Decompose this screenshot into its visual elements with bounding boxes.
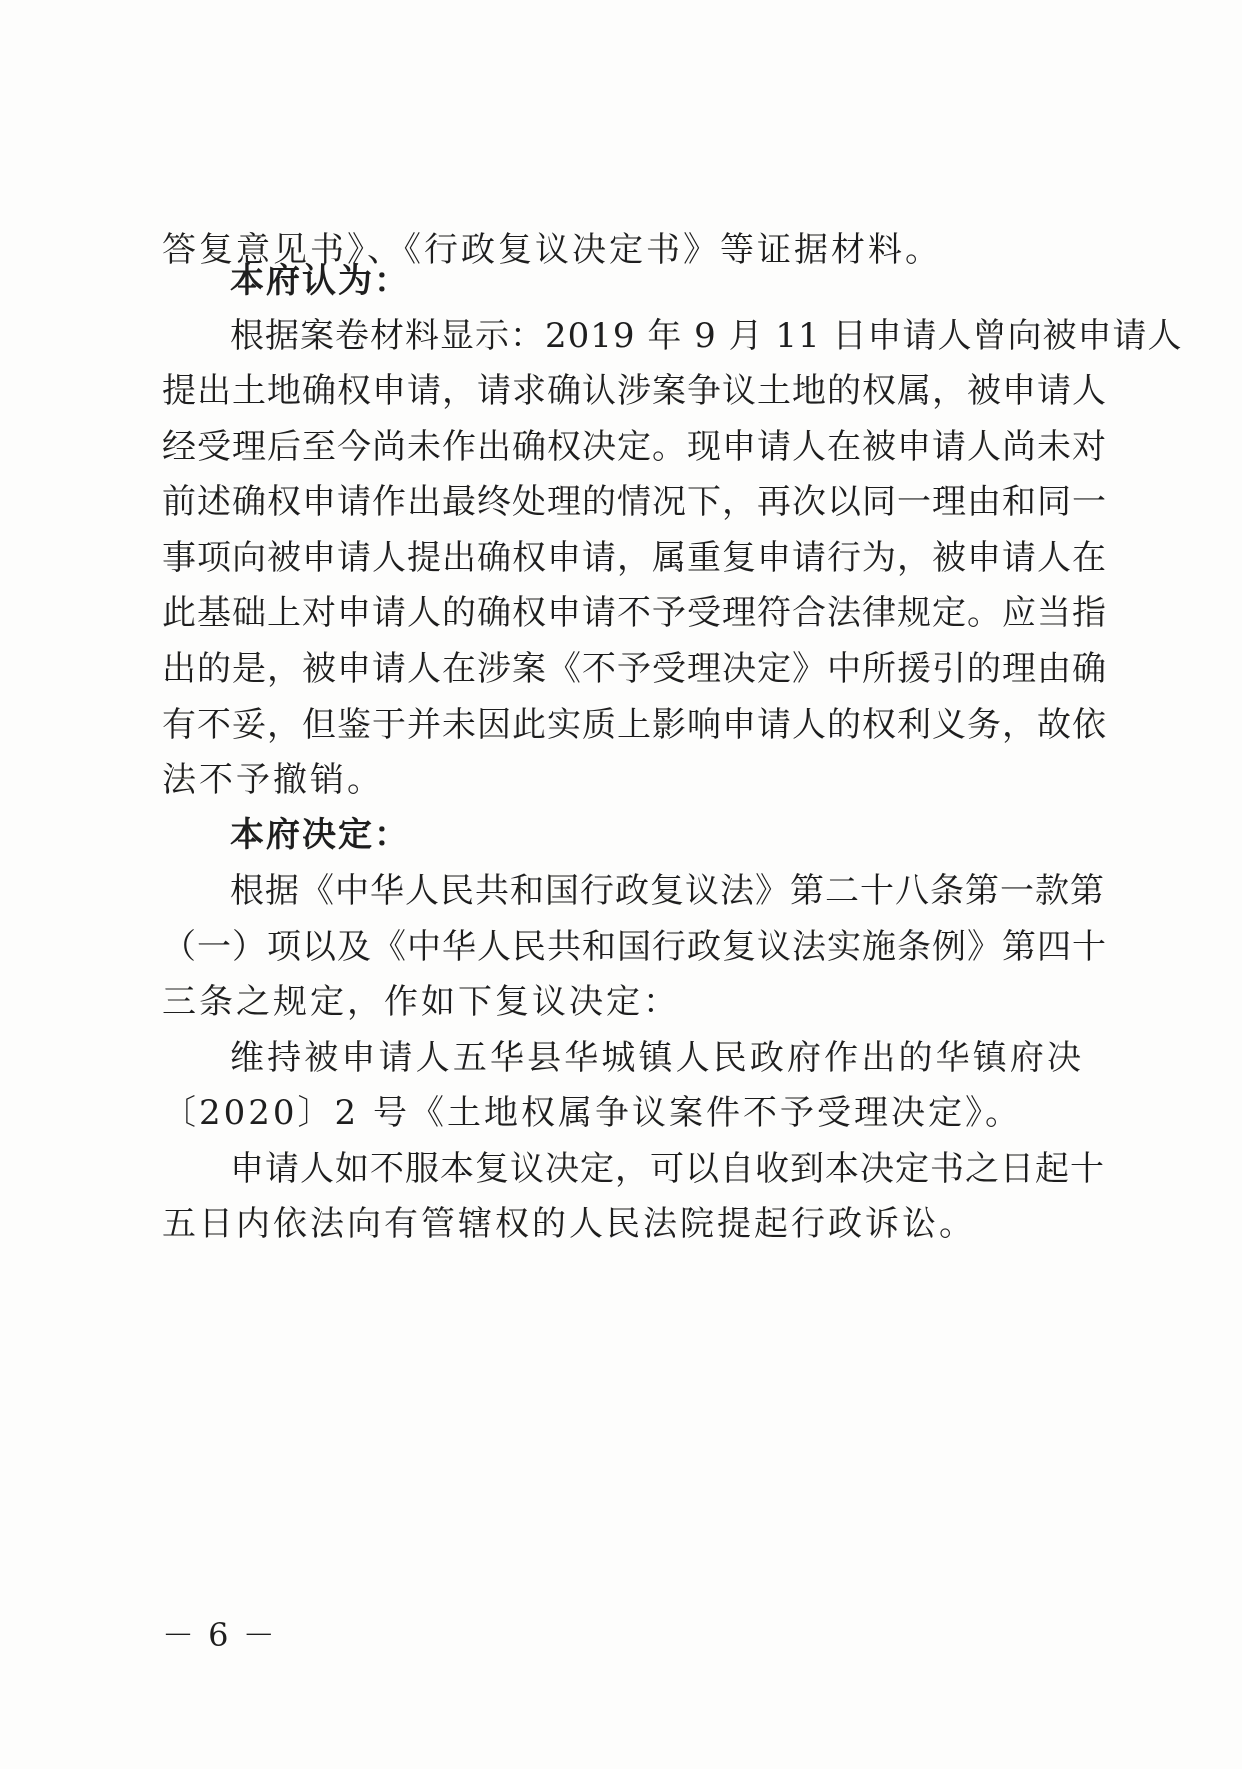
text-line: 有不妥，但鉴于并未因此实质上影响申请人的权利义务，故依 — [162, 705, 1107, 745]
text-line: 事项向被申请人提出确权申请，属重复申请行为，被申请人在 — [162, 538, 1107, 578]
text-line: 出的是，被申请人在涉案《不予受理决定》中所援引的理由确 — [162, 649, 1107, 689]
text-line: 根据《中华人民共和国行政复议法》第二十八条第一款第 — [230, 871, 1105, 911]
section-heading: 本府决定： — [230, 815, 410, 855]
text-line: （一）项以及《中华人民共和国行政复议法实施条例》第四十 — [162, 927, 1107, 967]
text-line: 此基础上对申请人的确权申请不予受理符合法律规定。应当指 — [162, 593, 1107, 633]
text-line: 前述确权申请作出最终处理的情况下，再次以同一理由和同一 — [162, 482, 1107, 522]
text-line: 根据案卷材料显示：2019 年 9 月 11 日申请人曾向被申请人 — [230, 316, 1183, 356]
text-line: 维持被申请人五华县华城镇人民政府作出的华镇府决 — [230, 1038, 1082, 1078]
text-line: 提出土地确权申请，请求确认涉案争议土地的权属，被申请人 — [162, 371, 1107, 411]
section-heading: 本府认为： — [230, 261, 410, 301]
text-line: 五日内依法向有管辖权的人民法院提起行政诉讼。 — [162, 1204, 976, 1244]
text-line: 三条之规定，作如下复议决定： — [162, 982, 680, 1022]
text-line: 法不予撤销。 — [162, 760, 384, 800]
page-number: － 6 － — [162, 1616, 277, 1654]
text-line: 经受理后至今尚未作出确权决定。现申请人在被申请人尚未对 — [162, 427, 1107, 467]
text-line: 〔2020〕2 号《土地权属争议案件不予受理决定》。 — [162, 1093, 1022, 1133]
text-line: 答复意见书》、《行政复议决定书》等证据材料。 — [162, 230, 942, 270]
text-line: 申请人如不服本复议决定，可以自收到本决定书之日起十 — [230, 1149, 1105, 1189]
